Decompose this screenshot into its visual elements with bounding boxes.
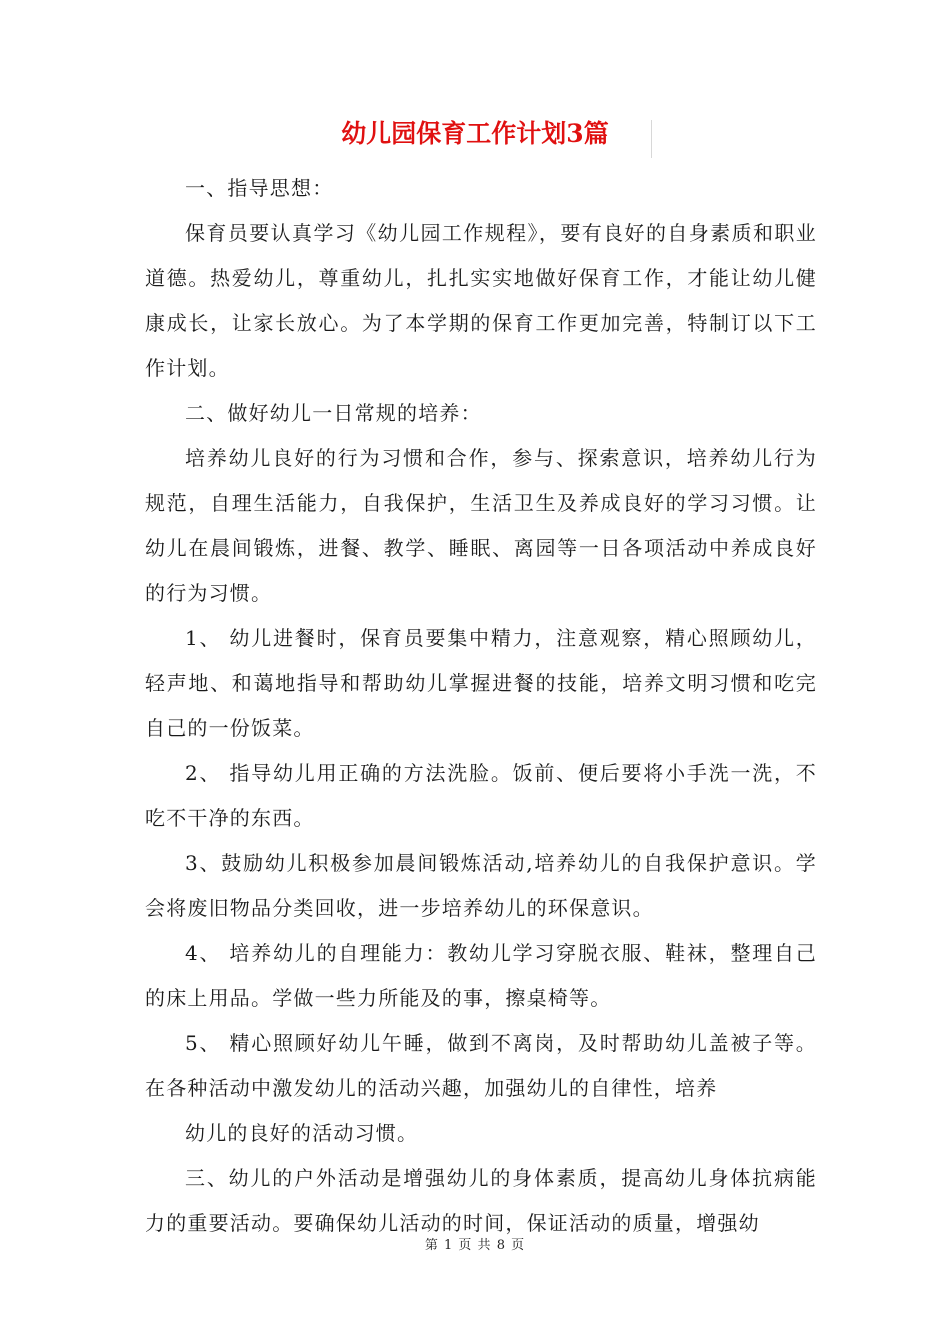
paragraph: 培养幼儿良好的行为习惯和合作，参与、探索意识，培养幼儿行为规范，自理生活能力，自我保护，生活卫生及养成良好的学习习惯。让幼儿在晨间锻炼，进餐、教学、睡眠、离园等一日各项活动中养成良好的行为习惯。 <box>145 446 817 605</box>
page-footer: 第 1 页 共 8 页 <box>424 1238 526 1253</box>
document-title: 幼儿园保育工作计划3篇 <box>341 119 609 148</box>
paragraph: 2、 指导幼儿用正确的方法洗脸。饭前、便后要将小手洗一洗，不吃不干净的东西。 <box>145 761 817 830</box>
paragraph: 三、幼儿的户外活动是增强幼儿的身体素质，提高幼儿身体抗病能力的重要活动。要确保幼儿活动的时间，保证活动的质量，增强幼 <box>145 1166 817 1235</box>
paragraph: 保育员要认真学习《幼儿园工作规程》，要有良好的自身素质和职业道德。热爱幼儿，尊重幼儿，扎扎实实地做好保育工作，才能让幼儿健康成长，让家长放心。为了本学期的保育工作更加完善，特制订以下工作计划。 <box>145 221 817 380</box>
paragraph: 4、 培养幼儿的自理能力：教幼儿学习穿脱衣服、鞋袜，整理自己的床上用品。学做一些力所能及的事，擦桌椅等。 <box>145 941 817 1010</box>
text-cursor <box>651 120 652 158</box>
paragraph: 5、 精心照顾好幼儿午睡，做到不离岗，及时帮助幼儿盖被子等。在各种活动中激发幼儿的活动兴趣，加强幼儿的自律性，培养 <box>145 1031 817 1100</box>
paragraph: 3、鼓励幼儿积极参加晨间锻炼活动,培养幼儿的自我保护意识。学会将废旧物品分类回收，进一步培养幼儿的环保意识。 <box>145 851 817 920</box>
paragraph: 幼儿的良好的活动习惯。 <box>185 1121 419 1145</box>
paragraph: 1、 幼儿进餐时，保育员要集中精力，注意观察，精心照顾幼儿，轻声地、和蔼地指导和帮助幼儿掌握进餐的技能，培养文明习惯和吃完自己的一份饭菜。 <box>145 626 817 740</box>
paragraph: 一、指导思想： <box>185 176 334 200</box>
paragraph: 二、做好幼儿一日常规的培养： <box>185 401 482 425</box>
document-body <box>145 166 817 1246</box>
